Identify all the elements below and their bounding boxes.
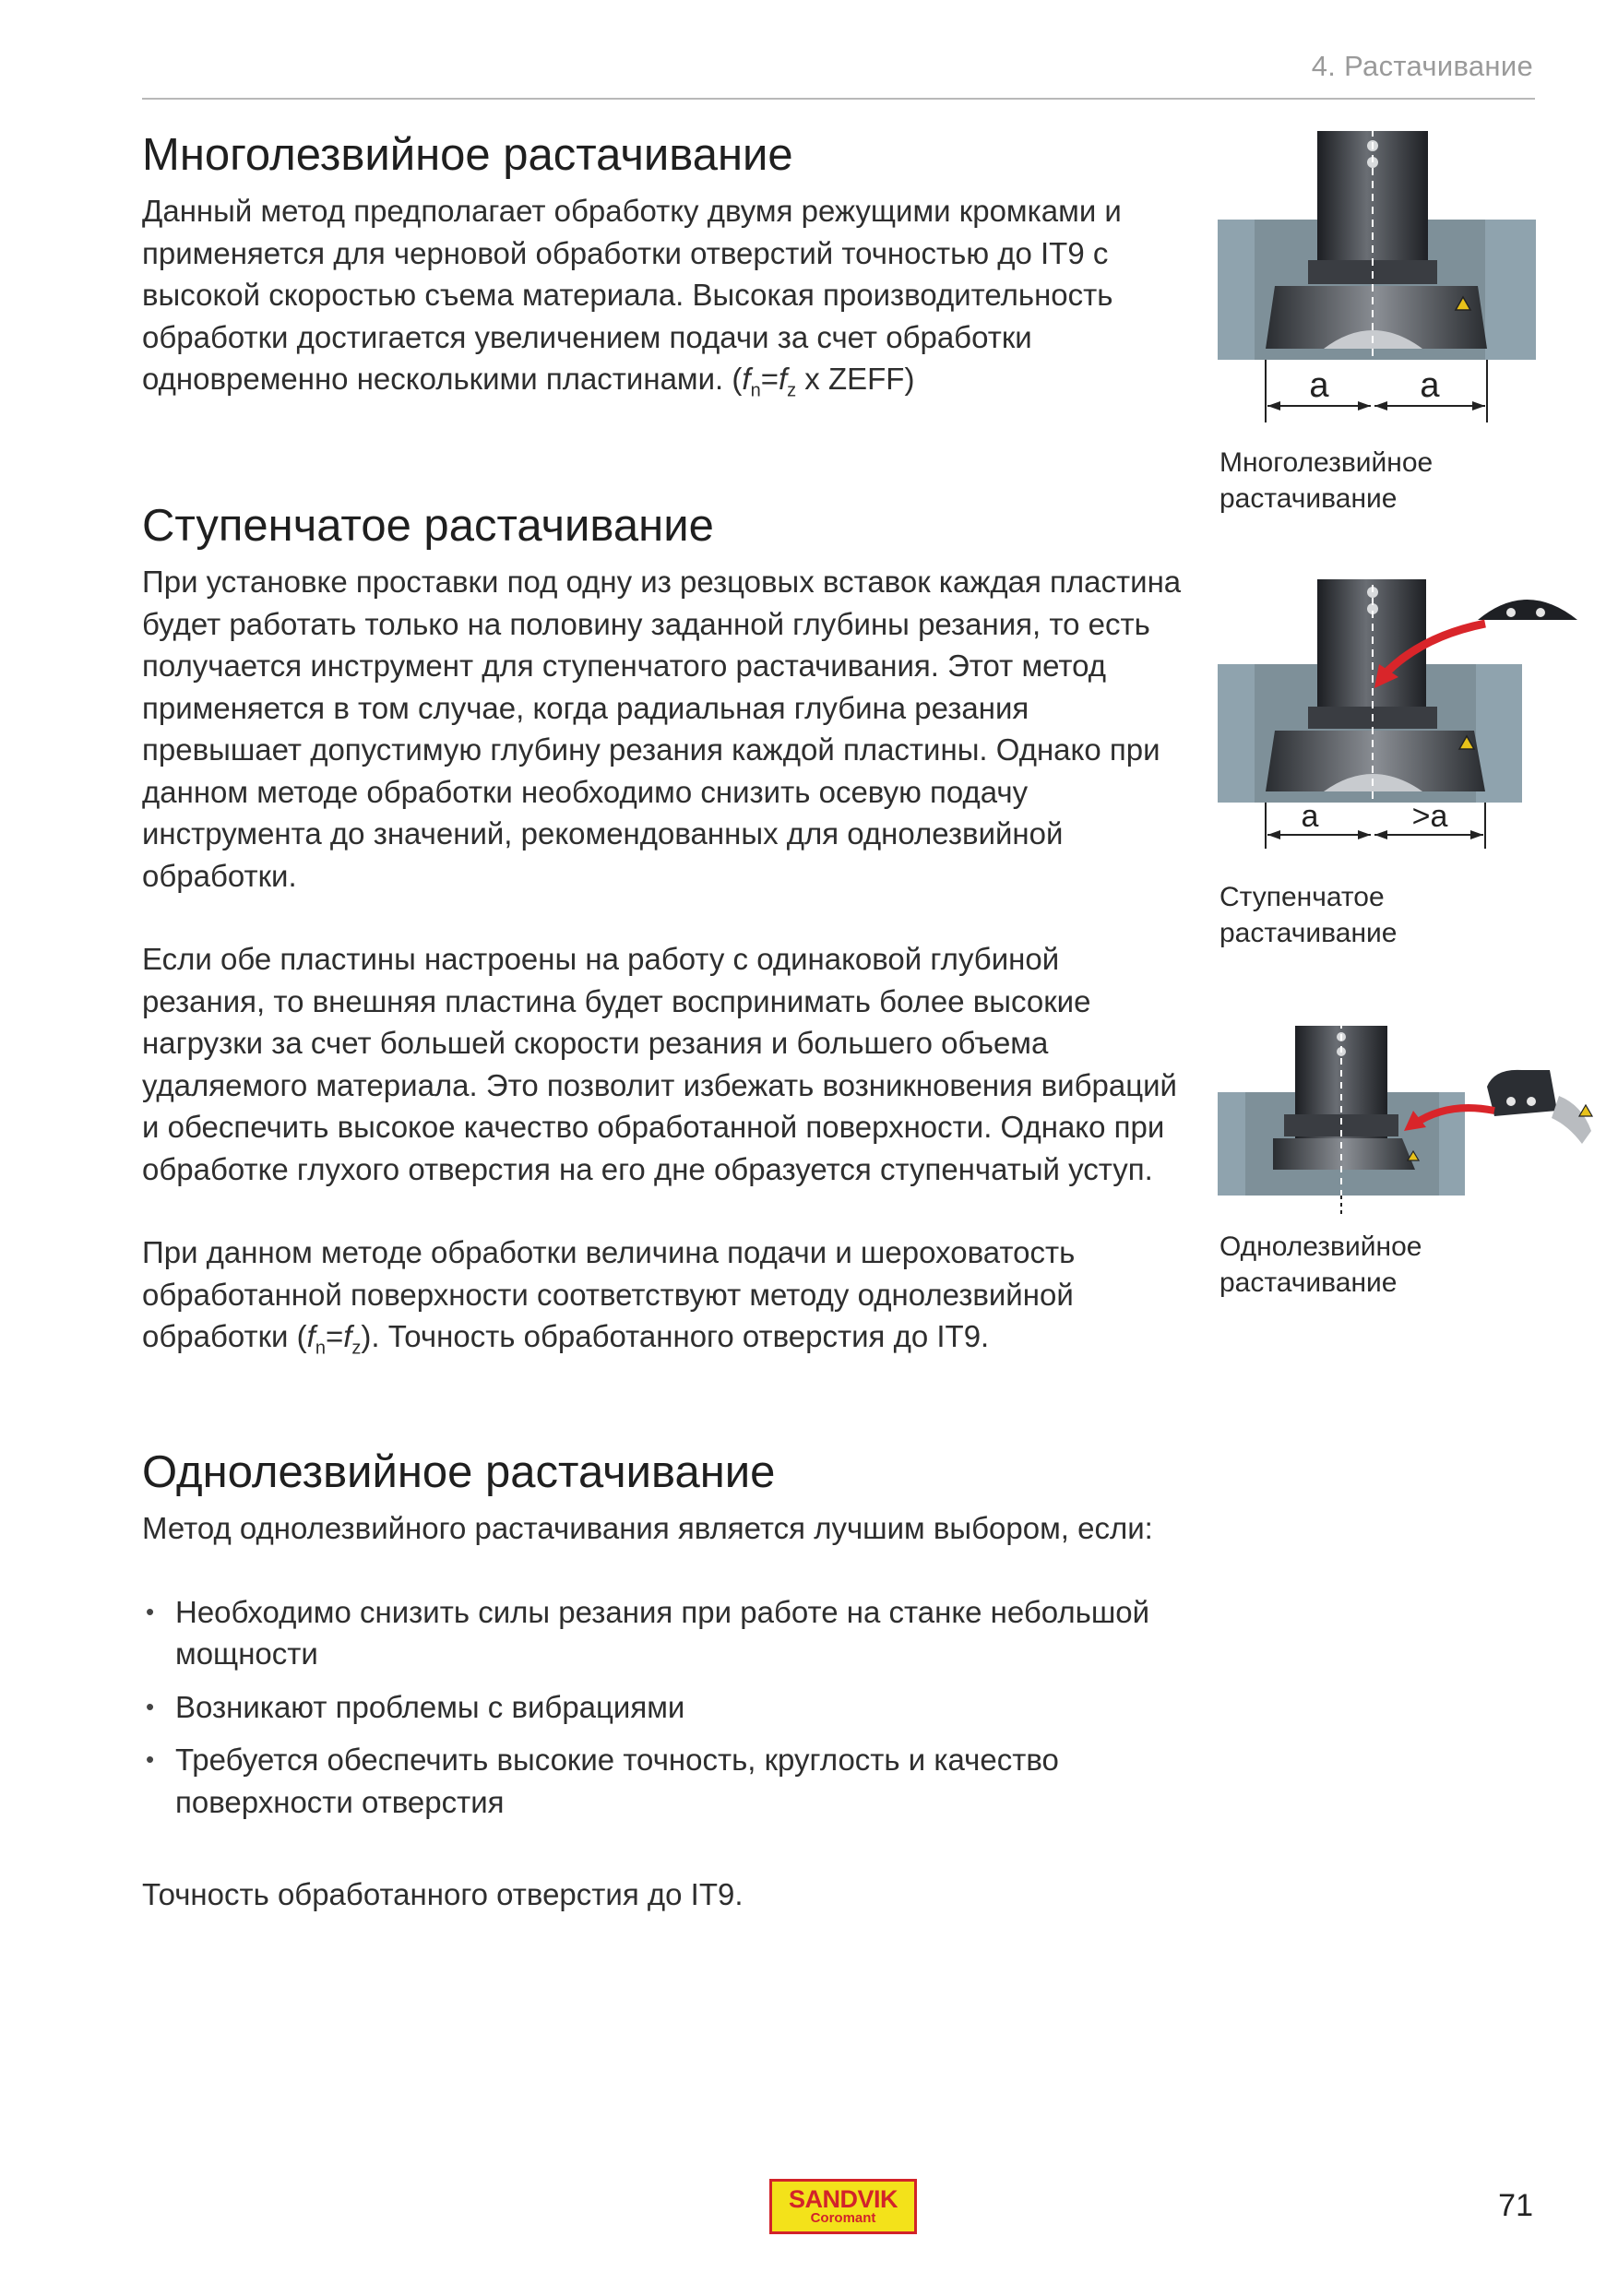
arrowhead-icon: [1267, 830, 1280, 839]
dim-label-right: >a: [1411, 799, 1448, 834]
shim-hole-icon: [1536, 608, 1545, 617]
formula-f2: f: [778, 362, 788, 397]
section-multi: [142, 129, 1184, 412]
logo-wordmark: SANDVIK: [788, 2185, 898, 2213]
section-title-multi: Многолезвийное растачивание: [142, 130, 793, 180]
section-step: [142, 500, 1184, 1370]
formula-f4: f: [343, 1319, 352, 1354]
arrowhead-icon: [1472, 401, 1485, 410]
multi-body-text: Данный метод предполагает обработку двумя режущими кромками и применяется для черновой обработки отверстий точностью до IT9 с высокой скоростью съема материала. Высокая производительность обработки достигается увеличением подачи за счет обработки одновременно несколькими пластинами. (: [142, 194, 1122, 397]
bullet-item: • Необходимо снизить силы резания при работе на станке небольшой мощности: [142, 1591, 1184, 1675]
section-title-step: Ступенчатое растачивание: [142, 501, 714, 551]
multi-body: [142, 190, 1184, 412]
cartridge-detail: [1487, 1070, 1557, 1116]
dim-label-right: a: [1420, 366, 1440, 405]
section-title-single: Однолезвийное растачивание: [142, 1447, 776, 1497]
figure-step: [1218, 572, 1605, 858]
formula-n: n: [750, 380, 761, 401]
arrowhead-icon: [1470, 830, 1483, 839]
cartridge-body: [1552, 1096, 1591, 1144]
step-p3-b: ). Точность обработанного отверстия до IT9.: [361, 1319, 990, 1354]
formula-n2: n: [315, 1338, 326, 1359]
figure-multi-edge: [1218, 129, 1541, 434]
formula-f3: f: [306, 1319, 315, 1354]
caption-multi-edge: Многолезвийное растачивание: [1219, 447, 1434, 514]
formula-z2: z: [351, 1338, 362, 1359]
header-rule: [142, 98, 1535, 100]
caption-step: Ступенчатое растачивание: [1219, 882, 1398, 948]
arrowhead-icon: [1374, 401, 1387, 410]
bullet-item: • Требуется обеспечить высокие точность, круглость и качество поверхности отверстия: [142, 1739, 1184, 1823]
bullet-item: • Возникают проблемы с вибрациями: [142, 1686, 1184, 1729]
caption-single-edge: Однолезвийное растачивание: [1219, 1231, 1422, 1298]
insert-icon: [1579, 1105, 1592, 1116]
logo-subwordmark: Coromant: [810, 2210, 876, 2226]
cartridge-hole-icon: [1506, 1097, 1516, 1106]
page-number: 71: [1498, 2188, 1533, 2223]
single-bullet-list: [142, 1591, 1184, 1824]
dim-label-left: a: [1301, 799, 1319, 834]
sandvik-logo: [769, 2179, 917, 2234]
formula-f: f: [742, 362, 751, 397]
dim-label-left: a: [1309, 366, 1329, 405]
cutter-head: [1273, 1138, 1415, 1170]
formula-tail: x ZEFF): [796, 362, 915, 397]
formula-eq: =: [760, 362, 779, 397]
step-paragraph-2: Если обе пластины настроены на работу с одинаковой глубиной резания, то внешняя пластина будет воспринимать более высокие нагрузки за счет большей скорости резания и большего объема удаляемого материала. Это позволит избежать возникновения вибраций и обеспечить высокое качество обработанной поверхности. Однако при обработке глухого отверстия на его дне образуется ступенчатый уступ.: [142, 942, 1177, 1186]
step-p3-a: При данном методе обработки величина подачи и шероховатость обработанной поверхности соответствуют методу однолезвийной обработки (: [142, 1235, 1076, 1354]
arrowhead-icon: [1358, 830, 1371, 839]
step-paragraph-1: При установке проставки под одну из резцовых вставок каждая пластина будет работать только на половину заданной глубины резания, то есть получается инструмент для ступенчатого растачивания. Этот метод применяется в том случае, когда радиальная глубина резания превышает допустимую глубину резания каждой пластины. Однако при данном методе обработки необходимо снизить осевую подачу инструмента до значений, рекомендованных для однолезвийной обработки.: [142, 565, 1182, 893]
cartridge-hole-icon: [1527, 1097, 1536, 1106]
shim-detail: [1478, 600, 1577, 620]
shim-hole-icon: [1506, 608, 1516, 617]
formula-eq2: =: [325, 1319, 344, 1354]
single-intro: Метод однолезвийного растачивания является лучшим выбором, если:: [142, 1511, 1153, 1546]
running-head: 4. Растачивание: [1311, 50, 1533, 82]
arrowhead-icon: [1358, 401, 1371, 410]
arrowhead-icon: [1267, 401, 1280, 410]
step-paragraph-3: [142, 1231, 1184, 1370]
section-single: [142, 1446, 1184, 1916]
single-closing: Точность обработанного отверстия до IT9.: [142, 1877, 744, 1912]
formula-z: z: [787, 380, 797, 401]
figure-single-edge: [1218, 1022, 1605, 1225]
arrowhead-icon: [1374, 830, 1387, 839]
